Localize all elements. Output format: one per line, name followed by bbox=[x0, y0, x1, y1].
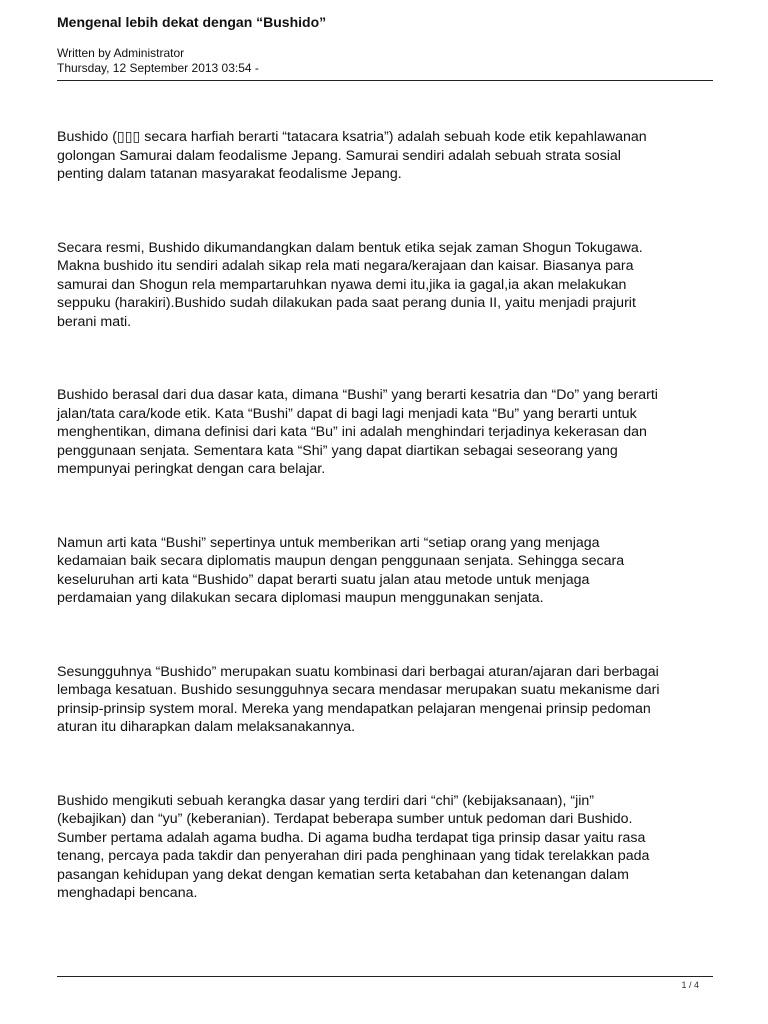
paragraph-line: lembaga kesatuan. Bushido sesungguhnya secara mendasar merupakan suatu mekanisme dari bbox=[57, 682, 660, 698]
author-line: Written by Administrator bbox=[57, 46, 185, 60]
paragraph-line: (kebajikan) dan “yu” (keberanian). Terdapat beberapa sumber untuk pedoman dari Bushido. bbox=[57, 811, 633, 827]
paragraph-6 bbox=[57, 792, 717, 903]
paragraph-3 bbox=[57, 386, 717, 479]
paragraph-line: menghentikan, dimana definisi dari kata “Bu” ini adalah menghindari terjadinya kekerasan dan bbox=[57, 424, 647, 440]
paragraph-line: menghadapi bencana. bbox=[57, 885, 198, 901]
paragraph-line: berani mati. bbox=[57, 313, 132, 330]
paragraph-line: tenang, percaya pada takdir dan penyerahan diri pada penghinaan yang tidak terelakkan pada bbox=[57, 848, 650, 864]
paragraph-4 bbox=[57, 534, 717, 608]
paragraph-line: Bushido berasal dari dua dasar kata, dimana “Bushi” yang berarti kesatria dan “Do” yang berarti bbox=[57, 387, 658, 403]
article-body bbox=[57, 128, 717, 903]
paragraph-5 bbox=[57, 663, 717, 737]
paragraph-line: Bushido mengikuti sebuah kerangka dasar yang terdiri dari “chi” (kebijaksanaan), “jin” bbox=[57, 792, 595, 809]
paragraph-line: Sumber pertama adalah agama budha. Di agama budha terdapat tiga prinsip dasar yaitu rasa bbox=[57, 829, 646, 846]
page-number: 1 / 4 bbox=[681, 980, 699, 990]
paragraph-line: Secara resmi, Bushido dikumandangkan dalam bentuk etika sejak zaman Shogun Tokugawa. bbox=[57, 239, 643, 256]
paragraph-line: seppuku (harakiri).Bushido sudah dilakukan pada saat perang dunia II, yaitu menjadi prajurit bbox=[57, 295, 636, 311]
paragraph-2 bbox=[57, 239, 717, 332]
paragraph-line: samurai dan Shogun rela mempartaruhkan nyawa demi itu,jika ia gagal,ia akan melakukan bbox=[57, 276, 627, 293]
paragraph-line: mempunyai peringkat dengan cara belajar. bbox=[57, 461, 326, 477]
paragraph-line: Namun arti kata “Bushi” sepertinya untuk memberikan arti “setiap orang yang menjaga bbox=[57, 534, 600, 551]
paragraph-line: golongan Samurai dalam feodalisme Jepang. Samurai sendiri adalah sebuah strata sosial bbox=[57, 147, 621, 164]
paragraph-line: jalan/tata cara/kode etik. Kata “Bushi” dapat di bagi lagi menjadi kata “Bu” yang berarti untuk bbox=[57, 405, 637, 422]
article-meta bbox=[57, 46, 259, 76]
paragraph-line: penting dalam tatanan masyarakat feodalisme Jepang. bbox=[57, 166, 402, 182]
date-line: Thursday, 12 September 2013 03:54 - bbox=[57, 61, 259, 75]
paragraph-line: Bushido (▯▯▯ secara harfiah berarti “tatacara ksatria”) adalah sebuah kode etik kepahlawanan bbox=[57, 129, 647, 145]
paragraph-1 bbox=[57, 128, 717, 184]
article-title: Mengenal lebih dekat dengan “Bushido” bbox=[57, 14, 327, 30]
paragraph-line: perdamaian yang dilakukan secara diplomasi maupun menggunakan senjata. bbox=[57, 590, 544, 606]
paragraph-line: aturan itu diharapkan dalam melaksanakannya. bbox=[57, 719, 356, 735]
header-divider bbox=[57, 80, 713, 81]
paragraph-line: Makna bushido itu sendiri adalah sikap rela mati negara/kerajaan dan kaisar. Biasanya para bbox=[57, 258, 634, 274]
paragraph-line: kedamaian baik secara diplomatis maupun dengan penggunaan senjata. Sehingga secara bbox=[57, 553, 625, 569]
paragraph-line: prinsip-prinsip system moral. Mereka yang mendapatkan pelajaran mengenai prinsip pedoman bbox=[57, 700, 651, 717]
paragraph-line: keseluruhan arti kata “Bushido” dapat berarti suatu jalan atau metode untuk menjaga bbox=[57, 571, 590, 588]
paragraph-line: pasangan kehidupan yang dekat dengan kematian serta ketabahan dan ketenangan dalam bbox=[57, 866, 629, 883]
paragraph-line: penggunaan senjata. Sementara kata “Shi” yang dapat diartikan sebagai seseorang yang bbox=[57, 442, 618, 459]
footer-divider bbox=[57, 976, 713, 977]
paragraph-line: Sesungguhnya “Bushido” merupakan suatu kombinasi dari berbagai aturan/ajaran dari berbagai bbox=[57, 663, 659, 680]
